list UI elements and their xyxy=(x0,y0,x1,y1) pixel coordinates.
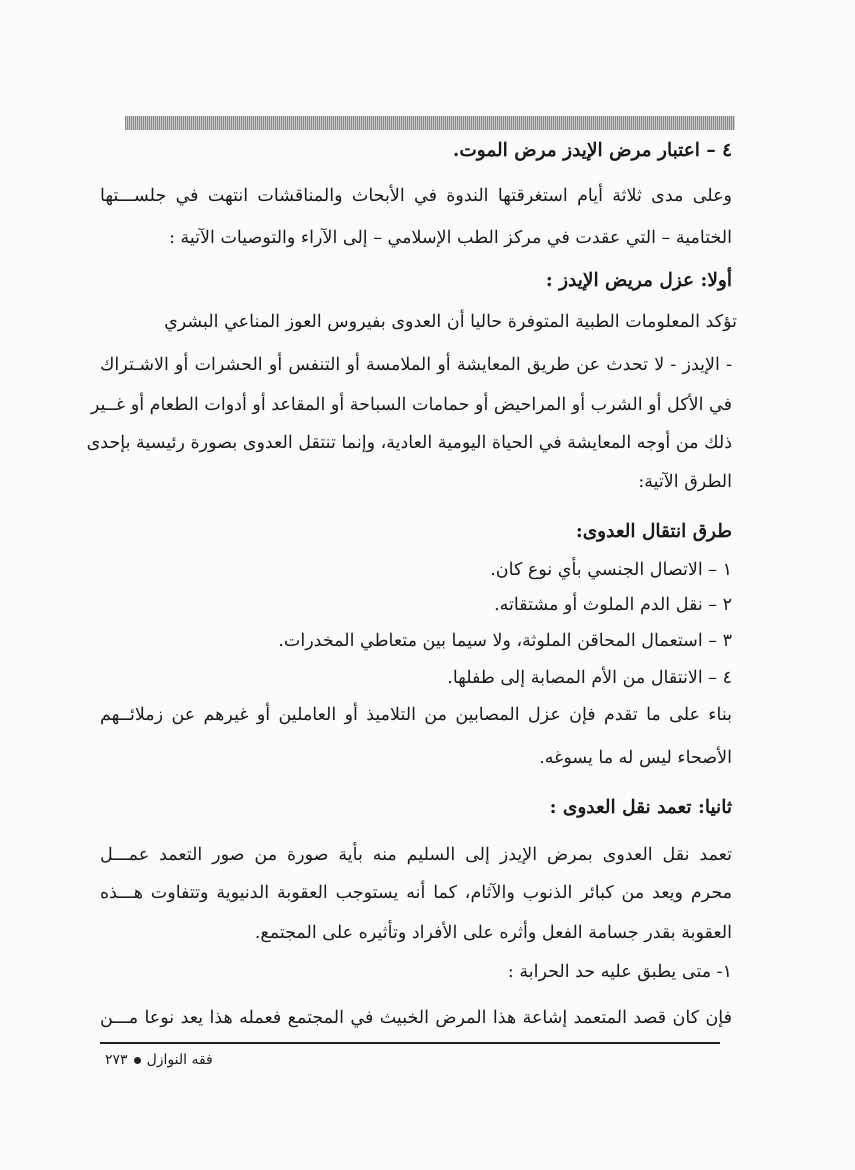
heading-deliberate-transmission: ثانيا: تعمد نقل العدوى : xyxy=(549,797,732,818)
paragraph-line: تؤكد المعلومات الطبية المتوفرة حاليا أن العدوى بفيروس العوز المناعي البشري xyxy=(164,312,737,332)
paragraph-line: العقوبة بقدر جسامة الفعل وأثره على الأفراد وتأثيره على المجتمع. xyxy=(254,923,732,943)
paragraph-line: فإن كان قصد المتعمد إشاعة هذا المرض الخبيث في المجتمع فعمله هذا يعد نوعا مـــن xyxy=(100,1008,732,1028)
paragraph-line: وعلى مدى ثلاثة أيام استغرقتها الندوة في الأبحاث والمناقشات انتهت في جلســـتها xyxy=(100,186,732,206)
paragraph-line: - الإيدز - لا تحدث عن طريق المعايشة أو الملامسة أو التنفس أو الحشرات أو الاشـتراك xyxy=(100,355,732,375)
bullet-icon xyxy=(134,1057,141,1064)
list-item: ١ – الاتصال الجنسي بأي نوع كان. xyxy=(490,560,732,580)
page-number: ٢٧٣ xyxy=(105,1052,128,1068)
list-item: ٤ – الانتقال من الأم المصابة إلى طفلها. xyxy=(447,668,732,688)
header-decorative-band xyxy=(125,116,735,130)
paragraph-line: ذلك من أوجه المعايشة في الحياة اليومية العادية، وإنما تنتقل العدوى بصورة رئيسية بإحدى xyxy=(86,433,732,453)
page-footer xyxy=(105,1052,213,1068)
paragraph-line: بناء على ما تقدم فإن عزل المصابين من التلاميذ أو العاملين أو غيرهم عن زملائــهم xyxy=(100,705,732,725)
subheading-hiraba: ١- متى يطبق عليه حد الحرابة : xyxy=(507,962,732,982)
paragraph-line: الأصحاء ليس له ما يسوغه. xyxy=(539,748,732,768)
paragraph-line: في الأكل أو الشرب أو المراحيض أو حمامات السباحة أو المقاعد أو أدوات الطعام أو غــير xyxy=(90,395,732,415)
paragraph-line: الختامية – التي عقدت في مركز الطب الإسلامي – إلى الآراء والتوصيات الآتية : xyxy=(169,228,732,248)
list-item: ٣ – استعمال المحاقن الملوثة، ولا سيما بين متعاطي المخدرات. xyxy=(278,631,732,651)
heading-isolation: أولا: عزل مريض الإيدز : xyxy=(545,270,732,291)
book-title: فقه النوازل xyxy=(146,1052,213,1068)
heading-transmission-routes: طرق انتقال العدوى: xyxy=(575,521,732,542)
list-item: ٢ – نقل الدم الملوث أو مشتقاته. xyxy=(494,595,732,615)
paragraph-line: محرم ويعد من كبائر الذنوب والآثام، كما أنه يستوجب العقوبة الدنيوية وتتفاوت هـــذه xyxy=(100,883,732,903)
footer-rule xyxy=(100,1042,720,1044)
paragraph-line: الطرق الآتية: xyxy=(638,472,732,492)
section-heading-4: ٤ – اعتبار مرض الإيدز مرض الموت. xyxy=(452,140,732,161)
paragraph-line: تعمد نقل العدوى بمرض الإيدز إلى السليم منه بأية صورة من صور التعمد عمـــل xyxy=(100,845,732,865)
